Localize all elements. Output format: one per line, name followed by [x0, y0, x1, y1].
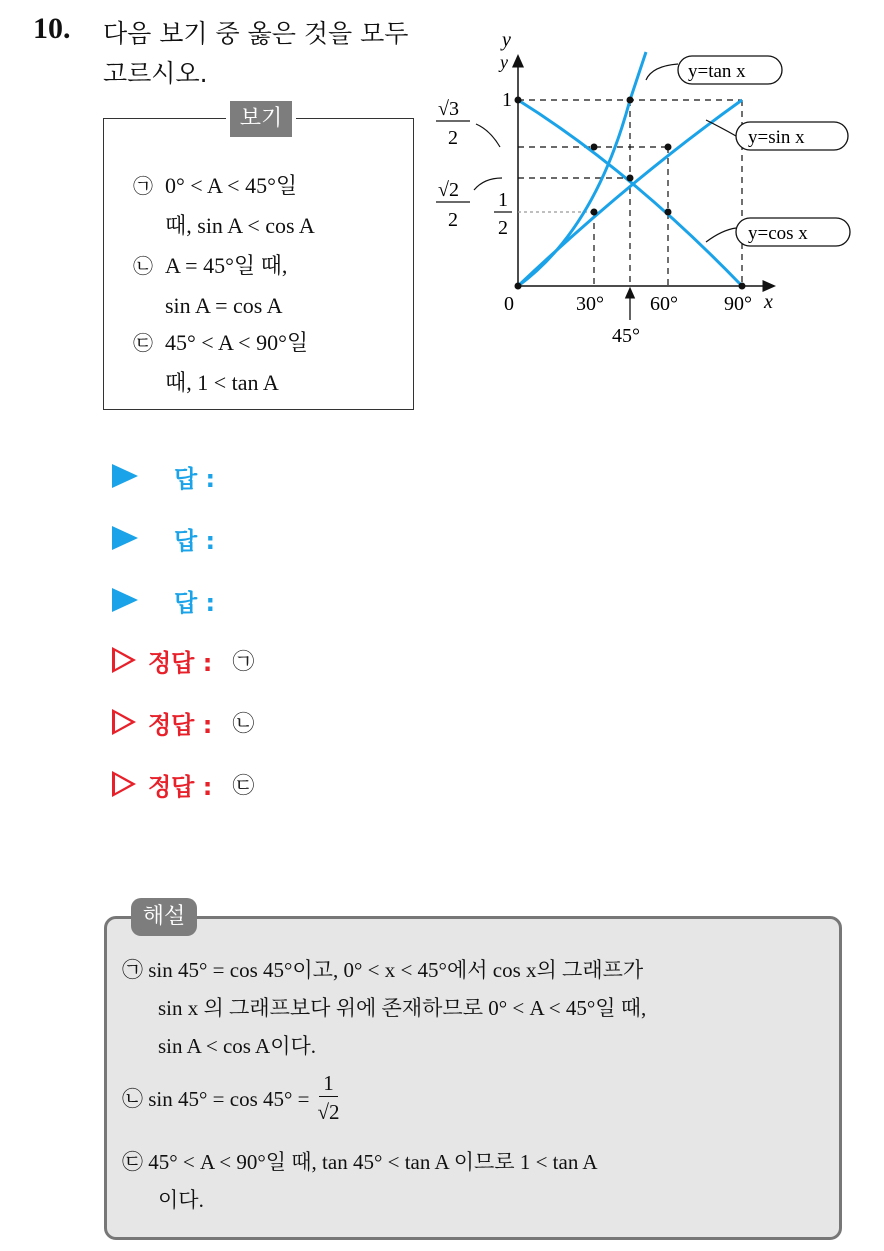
- tan-label: y=tan x: [688, 61, 746, 82]
- solution-line-2: sin x 의 그래프보다 위에 존재하므로 0° < A < 45°일 때,: [158, 996, 647, 1020]
- y-tick-sqrt2-den: 2: [448, 209, 458, 231]
- item-line2: 때, sin A < cos A: [165, 213, 315, 238]
- correct-value: ㉡: [232, 711, 255, 737]
- cos-label: y=cos x: [748, 223, 808, 244]
- solution-tag: 해설: [131, 898, 197, 936]
- outline-triangle-icon: [112, 771, 136, 797]
- item-line2: 때, 1 < tan A: [165, 370, 279, 395]
- guide-lines: [518, 100, 742, 286]
- y-tick-half-num: 1: [498, 189, 508, 211]
- item-mark: ㉠: [133, 174, 153, 198]
- y-tick-half-den: 2: [498, 217, 508, 239]
- play-icon: [112, 526, 138, 550]
- solution-line-3: sin A < cos A이다.: [158, 1034, 317, 1058]
- y-tick-sqrt3-den: 2: [448, 127, 458, 149]
- item-line1: 45° < A < 90°일: [165, 330, 309, 355]
- correct-row: [112, 640, 254, 680]
- fraction-numerator: 1: [319, 1070, 338, 1097]
- item-line1: A = 45°일 때,: [165, 253, 288, 278]
- item-line2: sin A = cos A: [165, 293, 283, 318]
- correct-label: 정답 :: [148, 710, 213, 739]
- correct-list: [112, 640, 254, 804]
- answer-list: [112, 456, 215, 620]
- x-axis-label: x: [764, 291, 773, 313]
- bogi-tag: 보기: [226, 101, 296, 137]
- y-axis-label: y: [502, 29, 511, 51]
- question-text: 다음 보기 중 옳은 것을 모두 고르시오.: [103, 19, 409, 88]
- bogi-item-1: [133, 166, 315, 246]
- outline-triangle-icon: [112, 647, 136, 673]
- x-tick-45: 45°: [612, 325, 640, 347]
- answer-label: 답 :: [174, 588, 216, 617]
- x-tick-90: 90°: [724, 293, 752, 315]
- bogi-item-2: [133, 246, 287, 326]
- solution-line-6: 이다.: [158, 1188, 204, 1212]
- item-mark: ㉢: [133, 331, 153, 355]
- tan-curve: [518, 52, 646, 286]
- sin-label: y=sin x: [748, 127, 805, 148]
- play-icon: [112, 464, 138, 488]
- solution-line-4: [122, 1070, 832, 1127]
- bogi-item-3: [133, 323, 308, 403]
- y-tick-1: 1: [502, 89, 512, 111]
- question-number: 10.: [33, 12, 71, 45]
- trig-graph: [430, 20, 860, 360]
- answer-row[interactable]: [112, 518, 215, 558]
- correct-row: [112, 764, 254, 804]
- answer-row[interactable]: [112, 580, 215, 620]
- outline-triangle-icon: [112, 709, 136, 735]
- y-tick-sqrt3-num: √3: [438, 98, 459, 120]
- solution-line-4-prefix: ㉡ sin 45° = cos 45° =: [122, 1086, 310, 1111]
- play-icon: [112, 588, 138, 612]
- solution-line-5: ㉢ 45° < A < 90°일 때, tan 45° < tan A 이므로 1 < tan A: [122, 1150, 598, 1174]
- answer-label: 답 :: [174, 464, 216, 493]
- correct-label: 정답 :: [148, 772, 213, 801]
- answer-label: 답 :: [174, 526, 216, 555]
- fraction: [313, 1070, 343, 1127]
- y-axis-label-2: y: [500, 52, 508, 72]
- origin-label: 0: [504, 293, 514, 315]
- correct-row: [112, 702, 254, 742]
- x-tick-60: 60°: [650, 293, 678, 315]
- correct-value: ㉢: [232, 773, 255, 799]
- item-mark: ㉡: [133, 254, 153, 278]
- x-tick-30: 30°: [576, 293, 604, 315]
- item-line1: 0° < A < 45°일: [165, 173, 298, 198]
- answer-row[interactable]: [112, 456, 215, 496]
- y-tick-sqrt2-num: √2: [438, 179, 459, 201]
- fraction-denominator: √2: [317, 1100, 340, 1124]
- correct-value: ㉠: [232, 649, 255, 675]
- correct-label: 정답 :: [148, 648, 213, 677]
- solution-line-1: ㉠ sin 45° = cos 45°이고, 0° < x < 45°에서 cos x의 그래프가: [122, 958, 644, 982]
